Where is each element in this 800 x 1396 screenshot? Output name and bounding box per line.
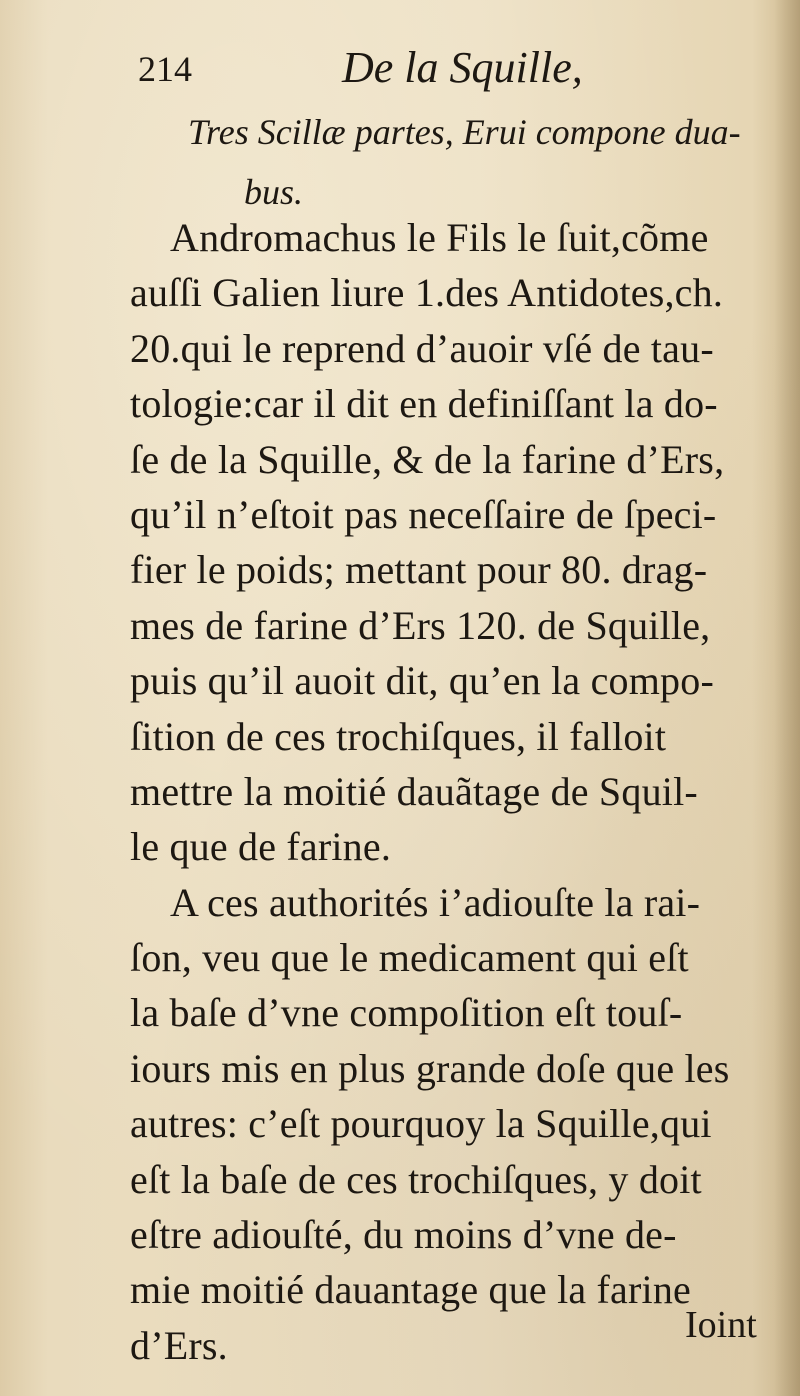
text-line: eſt la baſe de ces trochiſques, y doit: [130, 1156, 702, 1202]
text-line: eſtre adiouſté, du moins d’vne de-: [130, 1212, 677, 1258]
text-line: le que de farine.: [130, 824, 392, 870]
text-line: tologie:car il dit en definiſſant la do-: [130, 381, 718, 427]
text-line: ſe de la Squille, & de la farine d’Ers,: [130, 436, 725, 482]
page-header: [0, 42, 800, 102]
text-line: puis qu’il auoit dit, qu’en la compo-: [130, 658, 714, 704]
running-title: De la Squille,: [342, 43, 583, 92]
text-line: auſſi Galien liure 1.des Antidotes,ch.: [130, 270, 724, 316]
text-line: ſon, veu que le medicament qui eſt: [130, 935, 689, 981]
text-line: A ces authorités i’adiouſte la rai-: [170, 879, 701, 925]
page-number: 214: [138, 49, 192, 89]
text-line: Andromachus le Fils le ſuit,cõme: [170, 215, 709, 260]
text-line: qu’il n’eſtoit pas neceſſaire de ſpeci-: [130, 491, 717, 537]
text-line: mes de farine d’Ers 120. de Squille,: [130, 602, 711, 648]
text-line: mettre la moitié dauãtage de Squil-: [130, 768, 698, 814]
text-line: fier le poids; mettant pour 80. drag-: [130, 547, 708, 593]
text-line: 20.qui le reprend d’auoir vſé de tau-: [130, 325, 714, 371]
text-line: iours mis en plus grande doſe que les: [130, 1045, 730, 1091]
text-line: mie moitié dauantage que la farine: [130, 1267, 691, 1313]
latin-formula: [130, 102, 800, 222]
latin-formula-line: bus.: [244, 172, 304, 212]
text-line: la baſe d’vne compoſition eſt touſ-: [130, 990, 683, 1036]
body-text: [130, 210, 790, 1373]
text-line: ſition de ces trochiſques, il falloit: [130, 713, 667, 759]
text-line: d’Ers.: [130, 1322, 228, 1368]
catchword: Ioint: [685, 1304, 757, 1346]
latin-formula-line: Tres Scillæ partes, Erui compone dua-: [188, 112, 741, 152]
text-line: autres: c’eſt pourquoy la Squille,qui: [130, 1101, 712, 1147]
